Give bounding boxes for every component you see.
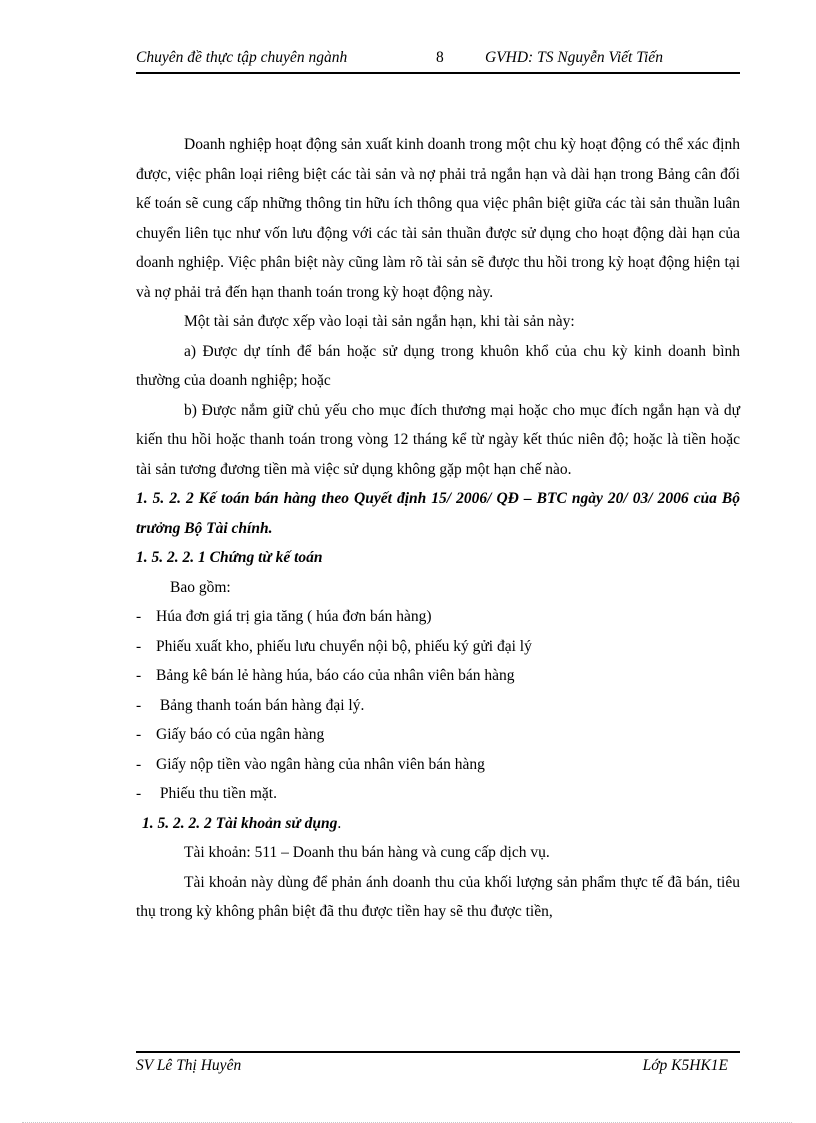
page-footer bbox=[136, 1051, 740, 1079]
account-description: Tài khoản này dùng để phản ánh doanh thu của khối lượng sản phẩm thực tế đã bán, tiêu thụ trong kỳ không phân biệt đã thu được tiền hay sẽ thu được tiền, bbox=[136, 873, 740, 920]
section-heading-accounts: 1. 5. 2. 2. 2 Tài khoản sử dụng. bbox=[142, 814, 342, 832]
header-supervisor: GVHD: TS Nguyễn Viết Tiến bbox=[485, 49, 663, 66]
document-body bbox=[136, 130, 740, 927]
footer-class: Lớp K5HK1E bbox=[642, 1057, 728, 1074]
list-item: - Húa đơn giá trị gia tăng ( húa đơn bán hàng) bbox=[136, 608, 432, 625]
page-header bbox=[136, 46, 740, 74]
list-item: - Phiếu xuất kho, phiếu lưu chuyển nội bộ, phiếu ký gửi đại lý bbox=[136, 637, 532, 655]
list-item: - Giấy báo có của ngân hàng bbox=[136, 726, 325, 743]
list-item: - Bảng thanh toán bán hàng đại lý. bbox=[136, 696, 365, 714]
page-number: 8 bbox=[436, 49, 444, 66]
documents-intro: Bao gồm: bbox=[170, 578, 231, 596]
section-heading-sales-accounting: 1. 5. 2. 2 Kế toán bán hàng theo Quyết định 15/ 2006/ QĐ – BTC ngày 20/ 03/ 2006 của Bộ trưởng Bộ Tài chính. bbox=[136, 490, 740, 537]
list-item: - Bảng kê bán lẻ hàng húa, báo cáo của nhân viên bán hàng bbox=[136, 667, 515, 684]
header-course-title: Chuyên đề thực tập chuyên ngành bbox=[136, 49, 348, 66]
account-line: Tài khoản: 511 – Doanh thu bán hàng và cung cấp dịch vụ. bbox=[184, 844, 550, 861]
paragraph-intro: Doanh nghiệp hoạt động sản xuất kinh doanh trong một chu kỳ hoạt động có thể xác định được, việc phân loại riêng biệt các tài sản và nợ phải trả ngắn hạn và dài hạn trong Bảng cân đối kế toán sẽ cung cấp những thông tin hữu ích thông qua việc phân biệt giữa các tài sản thuần luân chuyển liên tục như vốn lưu động với các tài sản thuần được sử dụng cho hoạt động dài hạn của doanh nghiệp. Việc phân biệt này cũng làm rõ tài sản sẽ được thu hồi trong kỳ hoạt động hiện tại và nợ phải trả đến hạn thanh toán trong kỳ hoạt động này. bbox=[136, 136, 740, 301]
condition-a: a) Được dự tính để bán hoặc sử dụng trong khuôn khổ của chu kỳ kinh doanh bình thường của doanh nghiệp; hoặc bbox=[136, 342, 740, 389]
documents-list bbox=[136, 602, 740, 809]
footer-student-name: SV Lê Thị Huyên bbox=[136, 1057, 242, 1074]
paragraph-short-term-asset: Một tài sản được xếp vào loại tài sản ngắn hạn, khi tài sản này: bbox=[184, 313, 575, 330]
section-heading-documents: 1. 5. 2. 2. 1 Chứng từ kế toán bbox=[136, 549, 323, 566]
list-item: - Phiếu thu tiền mặt. bbox=[136, 785, 277, 802]
list-item: - Giấy nộp tiền vào ngân hàng của nhân viên bán hàng bbox=[136, 755, 485, 773]
condition-b: b) Được nắm giữ chủ yếu cho mục đích thương mại hoặc cho mục đích ngắn hạn và dự kiến thu hồi hoặc thanh toán trong vòng 12 tháng kể từ ngày kết thúc niên độ; hoặc là tiền hoặc tài sản tương đương tiền mà việc sử dụng không gặp một hạn chế nào. bbox=[136, 401, 740, 478]
